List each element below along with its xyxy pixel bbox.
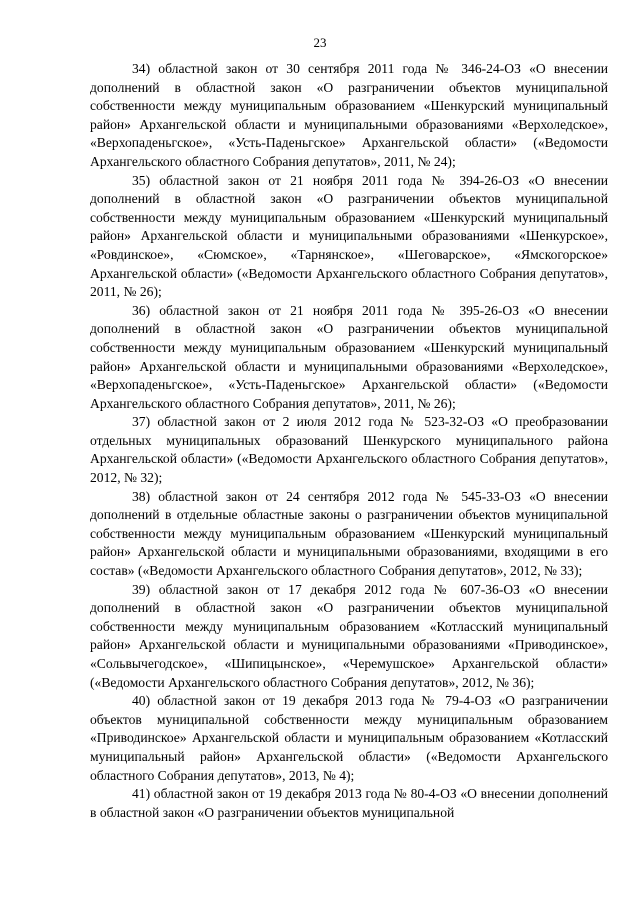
list-item-35: 35) областной закон от 21 ноября 2011 года № 394-26-ОЗ «О внесении дополнений в областной закон «О разграничении объектов муниципальной собственности между муниципальным образованием «Шенкурский муниципальный район» Архангельской области и муниципальными образованиями «Шенкурское», «Ровдинское», «Сюмское», «Тарнянское», «Шеговарское», «Ямскогорское» Архангельской области» («Ведомости Архангельского областного Собрания депутатов», 2011, № 26); [90,172,608,300]
page-number: 23 [313,35,327,50]
list-item-41: 41) областной закон от 19 декабря 2013 года № 80-4-ОЗ «О внесении дополнений в областной закон «О разграничении объектов муниципальной [90,786,608,820]
list-item-38: 38) областной закон от 24 сентября 2012 года № 545-33-ОЗ «О внесении дополнений в отдельные областные законы о разграничении объектов муниципальной собственности между муниципальным образованием «Шенкурский муниципальный район» Архангельской области и муниципальными образованиями, входящими в его состав» («Ведомости Архангельского областного Собрания депутатов», 2012, № 33); [90,488,608,579]
list-item-34: 34) областной закон от 30 сентября 2011 года № 346-24-ОЗ «О внесении дополнений в областной закон «О разграничении объектов муниципальной собственности между муниципальным образованием «Шенкурский муниципальный район» Архангельской области и муниципальными образованиями «Верхоледское», «Верхопаденьгское», «Усть-Паденьгское» Архангельской области» («Ведомости Архангельского областного Собрания депутатов», 2011, № 24); [90,61,608,169]
list-item-36: 36) областной закон от 21 ноября 2011 года № 395-26-ОЗ «О внесении дополнений в областной закон «О разграничении объектов муниципальной собственности между муниципальным образованием «Шенкурский муниципальный район» Архангельской области и муниципальными образованиями «Верхоледское», «Верхопаденьгское», «Усть-Паденьгское» Архангельской области» («Ведомости Архангельского областного Собрания депутатов», 2011, № 26); [90,302,608,411]
list-item-37: 37) областной закон от 2 июля 2012 года № 523-32-ОЗ «О преобразовании отдельных муниципальных образований Шенкурского муниципального района Архангельской области» («Ведомости Архангельского областного Собрания депутатов», 2012, № 32); [90,414,608,486]
document-body [90,60,608,822]
list-item-40: 40) областной закон от 19 декабря 2013 года № 79-4-ОЗ «О разграничении объектов муниципальной собственности между муниципальным образованием «Приводинское» Архангельской области и муниципальным образованием «Котласский муниципальный район» Архангельской области» («Ведомости Архангельского областного Собрания депутатов», 2013, № 4); [90,693,608,783]
list-item-39: 39) областной закон от 17 декабря 2012 года № 607-36-ОЗ «О внесении дополнений в областной закон «О разграничении объектов муниципальной собственности между муниципальным образованием «Котласский муниципальный район» Архангельской области и муниципальными образованиями «Приводинское», «Сольвычегодское», «Шипицынское», «Черемушское» Архангельской области» («Ведомости Архангельского областного Собрания депутатов», 2012, № 36); [90,581,608,690]
